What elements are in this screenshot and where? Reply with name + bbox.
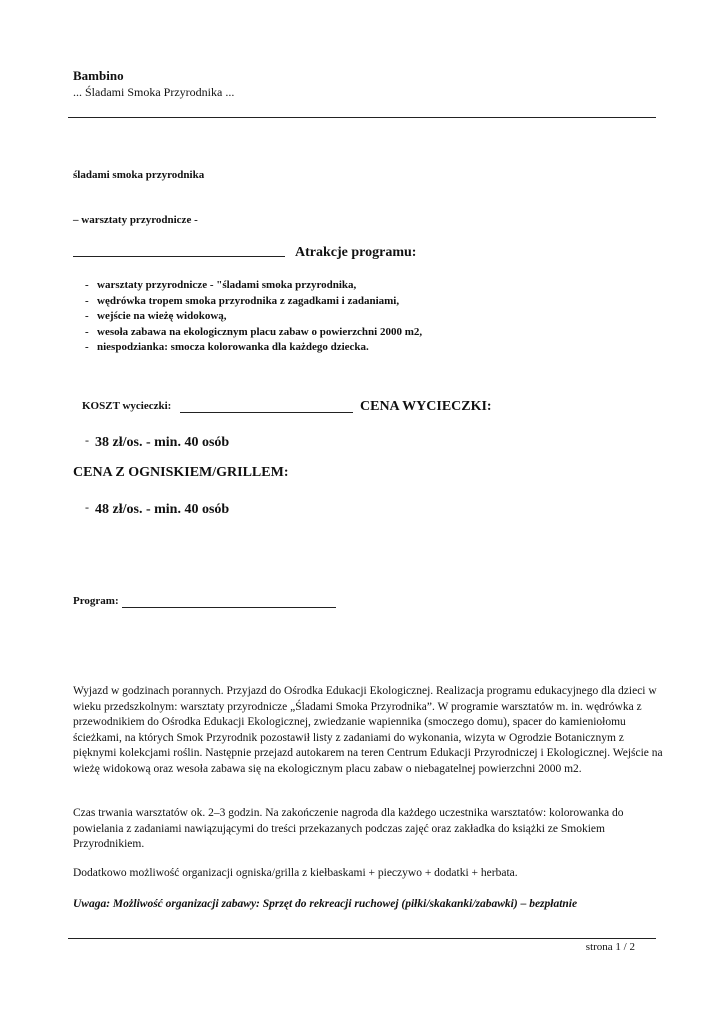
grill-price-text: 48 zł/os. - min. 40 osób	[95, 502, 230, 517]
program-label: Program:	[73, 595, 119, 607]
cost-label: KOSZT wycieczki:	[82, 400, 172, 412]
list-item: - wesoła zabawa na ekologicznym placu zabaw o powierzchni 2000 m2,	[85, 325, 422, 341]
program-paragraph: Czas trwania warsztatów ok. 2–3 godzin. Na zakończenie nagroda dla każdego uczestnika warsztatów: kolorowanka do powielania z zadaniami nawiązującymi do treści przekazanych podczas zajęć oraz zakładka do książki ze Smokiem Przyrodnikiem.	[73, 807, 624, 850]
list-item: - niespodzianka: smocza kolorowanka dla każdego dziecka.	[85, 340, 422, 356]
list-item: - wędrówka tropem smoka przyrodnika z zagadkami i zadaniami,	[85, 294, 422, 310]
footer-divider	[68, 938, 656, 939]
attractions-underline	[73, 256, 285, 257]
list-item: - wejście na wieżę widokową,	[85, 309, 422, 325]
attractions-heading: Atrakcje programu:	[295, 245, 417, 260]
program-underline	[122, 607, 336, 608]
dash-bullet: -	[85, 500, 89, 514]
program-paragraph: Dodatkowo możliwość organizacji ogniska/grilla z kiełbaskami + pieczywo + dodatki + herbata.	[73, 867, 518, 879]
price-item	[85, 433, 229, 451]
dash-bullet: -	[85, 433, 89, 447]
intro-line-1: śladami smoka przyrodnika	[73, 169, 205, 181]
page-number: strona 1 / 2	[585, 941, 635, 953]
document-title: Bambino	[73, 68, 124, 83]
price-text: 38 zł/os. - min. 40 osób	[95, 435, 230, 450]
grill-price-item	[85, 500, 229, 518]
intro-line-2: – warsztaty przyrodnicze -	[73, 214, 198, 226]
program-paragraph: Wyjazd w godzinach porannych. Przyjazd do Ośrodka Edukacji Ekologicznej. Realizacja programu edukacyjnego dla dzieci w wieku przedszkolnym: warsztaty przyrodnicze „Śladami Smoka Przyrodnika”. W programie warsztatów m. in. wędrówka z przewodnikiem do Ośrodka Edukacji Ekologicznej, zwiedzanie wapiennika (smoczego domu), spacer do kamieniołomu ścieżkami, na których Smok Przyrodnik pozostawił listy z zadaniami do wykonania, wizyta w Ogrodzie Botanicznym z pięknymi kolekcjami roślin. Następnie przejazd autokarem na teren Centrum Edukacji Przyrodniczej i Ekologicznej. Wejście na wieżę widokową oraz wesoła zabawa się na ekologicznym placu zabaw o niebagatelnej powierzchni 2000 m2.	[73, 685, 663, 775]
document-subtitle: ... Śladami Smoka Przyrodnika ...	[73, 85, 235, 99]
price-heading: CENA WYCIECZKI:	[360, 399, 492, 414]
cost-underline	[180, 412, 353, 413]
list-item: - warsztaty przyrodnicze - "śladami smoka przyrodnika,	[85, 278, 422, 294]
attractions-list	[85, 278, 422, 356]
program-note: Uwaga: Możliwość organizacji zabawy: Sprzęt do rekreacji ruchowej (piłki/skakanki/zabawki) – bezpłatnie	[73, 898, 578, 910]
grill-price-heading: CENA Z OGNISKIEM/GRILLEM:	[73, 465, 289, 480]
header-divider	[68, 117, 656, 118]
